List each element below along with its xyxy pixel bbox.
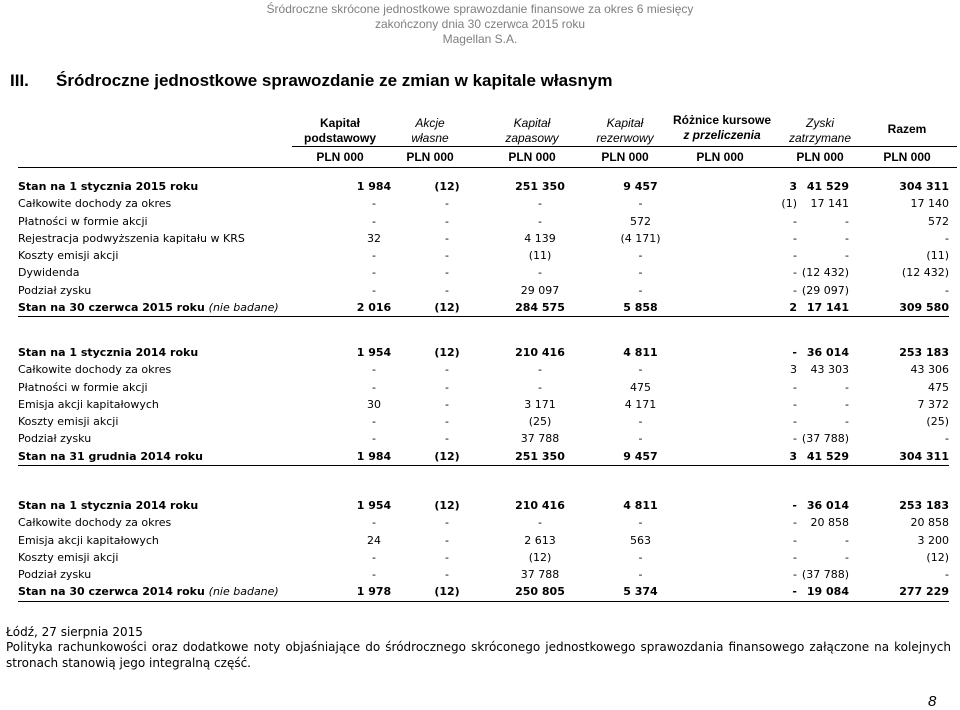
table-cell: 3 — [789, 180, 797, 193]
table-cell: 36 014 — [806, 499, 849, 512]
table-cell: 251 350 — [486, 448, 594, 466]
col-header-retained-earnings: Zyski zatrzymane — [788, 116, 852, 145]
table-cell: - — [538, 363, 542, 377]
table-row — [18, 230, 949, 247]
table-row — [18, 282, 949, 299]
row-label-text: Emisja akcji kapitałowych — [18, 533, 159, 547]
row-label-text: Emisja akcji kapitałowych — [18, 397, 159, 411]
table-cell: - — [845, 214, 849, 228]
table-cell: - — [445, 266, 449, 280]
place-and-date: Łódź, 27 sierpnia 2015 — [6, 625, 143, 639]
table-cell: (37 788) — [801, 432, 849, 446]
table-cell: - — [445, 197, 449, 211]
table-cell: - — [372, 568, 376, 582]
row-label-text: Płatności w formie akcji — [18, 380, 148, 394]
row-label — [18, 361, 340, 378]
table-cell: - — [372, 214, 376, 228]
table-cell: 9 457 — [623, 180, 658, 193]
accounting-policy-note: Polityka rachunkowości oraz dodatkowe noty objaśniające do śródrocznego skróconego jednostkowego sprawozdania finansowego załączone na kolejnych stronach stanowią jego integralną część. — [6, 640, 951, 670]
table-cell: - — [845, 533, 849, 547]
table-cell: - — [445, 380, 449, 394]
table-cell: 253 183 — [899, 346, 949, 359]
table-cell: - — [445, 283, 449, 297]
table-cell: - — [793, 380, 797, 394]
table-cell: 36 014 — [806, 346, 849, 359]
table-cell: - — [793, 249, 797, 263]
table-row — [18, 247, 949, 264]
table-cell: - — [792, 346, 797, 359]
row-label-text: Stan na 31 grudnia 2014 roku — [18, 449, 203, 463]
table-cell: 20 858 — [910, 516, 949, 530]
table-cell: - — [845, 231, 849, 245]
table-cell: 19 084 — [797, 583, 849, 601]
table-cell: - — [372, 432, 376, 446]
table-cell: (29 097) — [801, 283, 849, 297]
row-label — [18, 247, 340, 264]
row-label — [18, 282, 340, 299]
table-cell: - — [845, 397, 849, 411]
table-cell: - — [793, 214, 797, 228]
row-label — [18, 213, 340, 230]
table-cell: 37 788 — [520, 432, 560, 446]
row-label — [18, 532, 340, 549]
table-cell: 2 016 — [340, 299, 408, 317]
col-header-supplementary-capital: Kapitał zapasowy — [505, 116, 559, 145]
header-divider — [292, 146, 957, 147]
table-cell: - — [372, 249, 376, 263]
table-cell: - — [638, 516, 643, 530]
table-cell: - — [445, 249, 449, 263]
table-cell: - — [945, 231, 949, 245]
table-cell: 4 139 — [524, 231, 556, 245]
table-row — [18, 195, 949, 212]
table-cell: 43 303 — [810, 363, 849, 377]
table-cell: 4 171 — [624, 397, 657, 411]
row-label — [18, 379, 340, 396]
col-header-treasury-shares: Akcje własne — [411, 116, 449, 145]
table-total-row — [18, 448, 949, 466]
table-cell: 3 — [790, 363, 797, 377]
unit-label: PLN 000 — [796, 150, 844, 164]
section-number: III. — [10, 71, 29, 90]
table-cell: 7 372 — [917, 397, 949, 411]
table-cell: - — [372, 550, 376, 564]
table-cell: - — [638, 283, 643, 297]
table-cell: - — [845, 249, 849, 263]
table-cell: - — [638, 266, 643, 280]
table-cell: (12) — [434, 346, 460, 359]
table-cell: 41 529 — [806, 180, 849, 193]
header-line-1: Śródroczne skrócone jednostkowe sprawozdanie finansowe za okres 6 miesięcy — [266, 2, 694, 16]
row-label — [18, 396, 340, 413]
table-cell: 250 805 — [486, 583, 594, 601]
table-row — [18, 379, 949, 396]
table-cell: - — [687, 583, 797, 601]
table-cell: (12) — [434, 180, 460, 193]
table-cell: - — [538, 380, 542, 394]
table-cell: 1 984 — [356, 180, 392, 193]
row-label — [18, 413, 340, 430]
table-cell: - — [945, 568, 949, 582]
table-cell: - — [445, 432, 449, 446]
row-label-text: Stan na 30 czerwca 2015 roku — [18, 301, 205, 315]
row-label — [18, 497, 340, 514]
table-row — [18, 264, 949, 281]
table-cell: - — [793, 415, 797, 429]
table-row — [18, 213, 949, 230]
unit-label: PLN 000 — [406, 150, 454, 164]
table-row — [18, 361, 949, 378]
unit-label: PLN 000 — [601, 150, 649, 164]
table-cell: - — [445, 550, 449, 564]
table-cell: - — [638, 197, 643, 211]
table-cell: (11) — [926, 249, 949, 263]
table-cell: - — [445, 397, 449, 411]
row-label-text: Stan na 1 stycznia 2014 roku — [18, 346, 199, 359]
section-title — [10, 71, 612, 91]
table-row — [18, 430, 949, 447]
table-cell: 3 — [687, 448, 797, 466]
table-cell: 24 — [367, 533, 381, 547]
header-bottom-rule — [18, 167, 957, 168]
table-cell: 572 — [928, 214, 949, 228]
table-cell: (12) — [926, 550, 949, 564]
row-label — [18, 566, 340, 583]
table-block-h1-2015 — [18, 178, 949, 317]
table-cell: 41 529 — [797, 448, 849, 466]
table-cell: - — [445, 363, 449, 377]
table-cell: - — [445, 214, 449, 228]
table-cell: 5 858 — [594, 299, 687, 317]
table-cell: - — [945, 283, 949, 297]
row-label-text: Rejestracja podwyższenia kapitału w KRS — [18, 231, 245, 245]
table-row — [18, 396, 949, 413]
row-label-text: Podział zysku — [18, 432, 92, 446]
table-block-year-2014 — [18, 344, 949, 466]
row-label-text: Całkowite dochody za okres — [18, 363, 172, 377]
unit-label: PLN 000 — [883, 150, 931, 164]
col-header-reserve-capital: Kapitał rezerwowy — [596, 116, 654, 145]
table-cell: - — [538, 266, 542, 280]
table-cell: - — [372, 380, 376, 394]
table-cell: (12) — [408, 448, 486, 466]
table-cell: - — [793, 568, 797, 582]
table-cell: - — [845, 380, 849, 394]
header-line-3: Magellan S.A. — [442, 32, 518, 46]
table-row — [18, 549, 949, 566]
table-cell: - — [945, 432, 949, 446]
table-cell: - — [372, 266, 376, 280]
table-cell: (4 171) — [620, 231, 661, 245]
table-cell: 1 954 — [356, 346, 392, 359]
table-cell: 5 374 — [594, 583, 687, 601]
table-cell: (37 788) — [801, 568, 849, 582]
table-cell: (25) — [528, 415, 552, 429]
row-label-text: Stan na 1 stycznia 2014 roku — [18, 499, 199, 512]
section-title-text: Śródroczne jednostkowe sprawozdanie ze zmian w kapitale własnym — [56, 71, 613, 90]
document-header — [0, 2, 960, 47]
row-note: (nie badane) — [208, 301, 279, 315]
table-cell: 9 457 — [594, 448, 687, 466]
row-label-text: Całkowite dochody za okres — [18, 197, 172, 211]
row-label — [18, 430, 340, 447]
table-cell: (12 432) — [901, 266, 949, 280]
table-cell: - — [445, 415, 449, 429]
row-label — [18, 344, 340, 361]
table-cell: 309 580 — [849, 299, 949, 317]
table-cell: 253 183 — [899, 499, 949, 512]
table-cell: - — [793, 231, 797, 245]
table-cell: 572 — [630, 214, 651, 228]
table-cell: - — [372, 363, 376, 377]
header-line-2: zakończony dnia 30 czerwca 2015 roku — [374, 17, 586, 31]
row-label — [18, 448, 340, 466]
table-cell: - — [793, 432, 797, 446]
unit-label: PLN 000 — [316, 150, 364, 164]
table-cell: - — [793, 533, 797, 547]
table-cell: 1 954 — [356, 499, 392, 512]
table-cell: 210 416 — [515, 499, 565, 512]
col-header-fx-differences: Różnice kursowe z przeliczenia — [672, 113, 772, 142]
table-cell: - — [845, 550, 849, 564]
row-label — [18, 230, 340, 247]
row-label — [18, 195, 340, 212]
table-row — [18, 413, 949, 430]
table-cell: 2 — [687, 299, 797, 317]
table-cell: (11) — [528, 249, 552, 263]
row-label-text: Całkowite dochody za okres — [18, 516, 172, 530]
table-cell: 29 097 — [520, 283, 560, 297]
table-cell: 277 229 — [849, 583, 949, 601]
unit-label: PLN 000 — [508, 150, 556, 164]
table-cell: - — [372, 415, 376, 429]
table-total-row — [18, 299, 949, 317]
table-cell: 20 858 — [810, 516, 849, 530]
table-row — [18, 497, 949, 514]
table-cell: - — [445, 516, 449, 530]
row-label-text: Podział zysku — [18, 283, 92, 297]
table-cell: 304 311 — [849, 448, 949, 466]
row-label-text: Koszty emisji akcji — [18, 550, 119, 564]
table-row — [18, 344, 949, 361]
table-cell: (1) — [781, 197, 797, 211]
table-cell: - — [538, 197, 542, 211]
table-cell: - — [372, 283, 376, 297]
table-cell: - — [638, 363, 643, 377]
table-total-row — [18, 583, 949, 601]
table-cell: - — [538, 516, 542, 530]
table-cell: - — [445, 533, 449, 547]
row-label-text: Koszty emisji akcji — [18, 249, 119, 263]
table-cell: 475 — [928, 380, 949, 394]
table-cell: 304 311 — [899, 180, 949, 193]
table-cell: - — [793, 550, 797, 564]
table-cell: - — [638, 415, 643, 429]
table-cell: - — [638, 550, 643, 564]
table-cell: 210 416 — [515, 346, 565, 359]
table-cell: (12) — [434, 499, 460, 512]
table-row — [18, 178, 949, 195]
table-cell: (25) — [926, 415, 949, 429]
row-label-text: Stan na 1 stycznia 2015 roku — [18, 180, 199, 193]
table-cell: - — [793, 516, 797, 530]
row-label — [18, 264, 340, 281]
table-cell: (12) — [528, 550, 552, 564]
table-cell: 17 140 — [910, 197, 949, 211]
row-label-text: Dywidenda — [18, 266, 80, 280]
row-note: (nie badane) — [208, 585, 279, 599]
table-cell: - — [538, 214, 542, 228]
table-cell: - — [845, 415, 849, 429]
table-cell: - — [792, 499, 797, 512]
row-label — [18, 514, 340, 531]
row-label — [18, 178, 340, 195]
table-cell: 17 141 — [810, 197, 849, 211]
col-header-share-capital: Kapitał podstawowy — [303, 116, 376, 145]
row-label — [18, 549, 340, 566]
table-cell: - — [638, 249, 643, 263]
table-cell: - — [793, 283, 797, 297]
row-label — [18, 299, 340, 317]
table-block-h1-2014 — [18, 497, 949, 602]
table-cell: 43 306 — [910, 363, 949, 377]
table-row — [18, 514, 949, 531]
table-cell: (12) — [408, 583, 486, 601]
table-cell: 1 984 — [340, 448, 408, 466]
unit-label: PLN 000 — [696, 150, 744, 164]
table-cell: 17 141 — [797, 299, 849, 317]
table-cell: - — [372, 516, 376, 530]
table-cell: 1 978 — [340, 583, 408, 601]
table-row — [18, 566, 949, 583]
row-label-text: Płatności w formie akcji — [18, 214, 148, 228]
table-cell: - — [372, 197, 376, 211]
table-cell: 251 350 — [515, 180, 565, 193]
table-cell: 475 — [630, 380, 651, 394]
table-cell: 37 788 — [520, 568, 560, 582]
table-cell: 4 811 — [623, 499, 658, 512]
table-cell: 30 — [367, 397, 381, 411]
table-cell: - — [445, 568, 449, 582]
table-cell: 284 575 — [486, 299, 594, 317]
table-cell: 3 200 — [917, 533, 949, 547]
table-row — [18, 532, 949, 549]
row-label-text: Stan na 30 czerwca 2014 roku — [18, 585, 205, 599]
page-number: 8 — [928, 693, 937, 710]
table-cell: (12 432) — [801, 266, 849, 280]
table-cell: 563 — [630, 533, 651, 547]
col-header-total: Razem — [887, 122, 927, 136]
table-cell: - — [445, 231, 449, 245]
row-label — [18, 583, 340, 601]
table-cell: 3 171 — [524, 397, 556, 411]
table-cell: (12) — [408, 299, 486, 317]
table-cell: 32 — [367, 231, 381, 245]
table-cell: 4 811 — [623, 346, 658, 359]
table-cell: 2 613 — [524, 533, 556, 547]
table-cell: - — [638, 432, 643, 446]
row-label-text: Podział zysku — [18, 568, 92, 582]
table-cell: - — [793, 266, 797, 280]
table-cell: - — [638, 568, 643, 582]
row-label-text: Koszty emisji akcji — [18, 415, 119, 429]
table-cell: - — [793, 397, 797, 411]
